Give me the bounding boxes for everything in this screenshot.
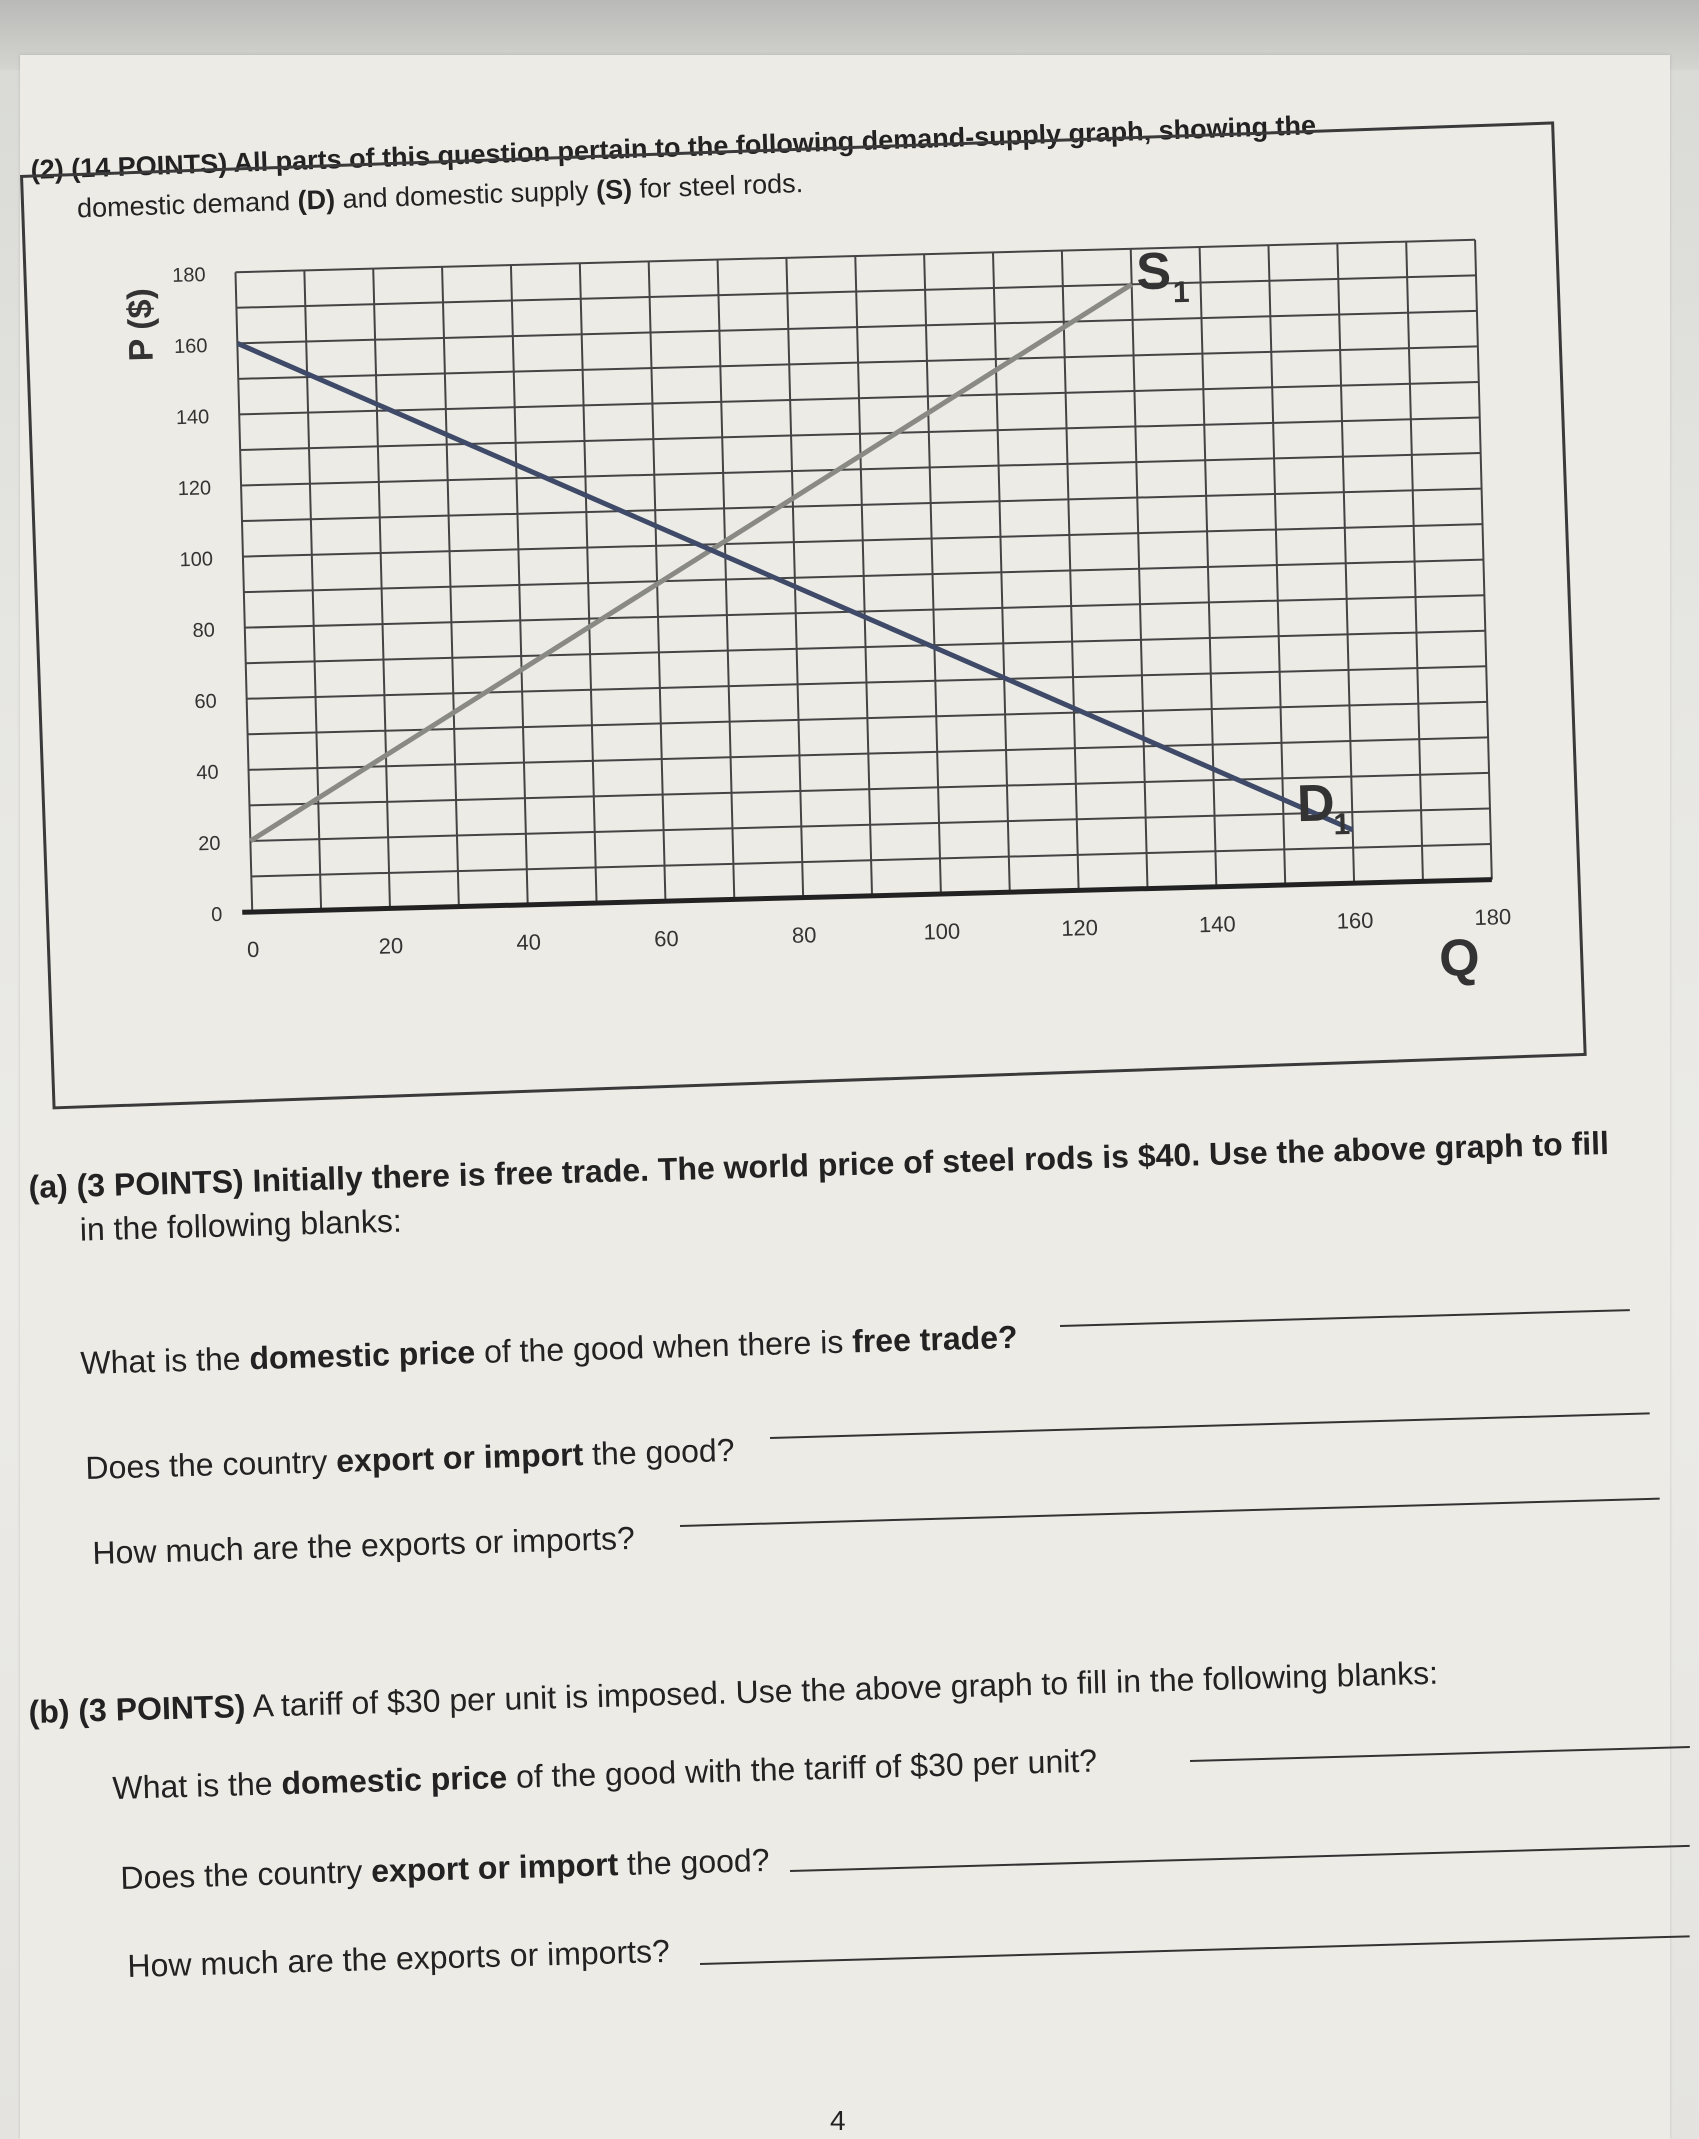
series-label-d: D [1296, 774, 1336, 834]
y-tick-label: 140 [175, 406, 210, 430]
part-a-text2: The world price of steel rods is $40. [657, 1136, 1201, 1188]
q-bold2: free trade? [851, 1318, 1018, 1360]
q-bold: export or import [370, 1846, 619, 1889]
chart-svg [120, 219, 1530, 1035]
part-a-label: (a) [28, 1167, 69, 1205]
question-points: (14 POINTS) [70, 148, 228, 184]
part-a-text3: Use the above graph to fill [1208, 1124, 1610, 1173]
q-text: Does the country [120, 1853, 363, 1896]
y-tick-label: 120 [177, 477, 212, 501]
part-b-label: (b) [28, 1692, 70, 1730]
q-bold: domestic price [280, 1758, 508, 1802]
x-tick-label: 100 [923, 918, 961, 945]
q-text-mid: of the good when there is [483, 1323, 844, 1370]
intro-d: (D) [297, 184, 336, 216]
y-tick-label: 20 [197, 832, 221, 856]
q-text-post: the good? [626, 1841, 770, 1882]
series-label-subscript: 1 [1172, 275, 1191, 310]
intro-text-suffix: for steel rods. [639, 168, 804, 204]
x-tick-label: 160 [1336, 907, 1374, 934]
part-b-points: (3 POINTS) [77, 1687, 246, 1729]
part-b-text1: A tariff of $30 per unit is imposed. [252, 1674, 728, 1724]
intro-text: domestic demand [76, 185, 291, 224]
x-tick-label: 180 [1474, 904, 1512, 931]
y-tick-label: 100 [179, 548, 214, 572]
q-text: Does the country [85, 1443, 328, 1486]
demand-supply-chart [120, 219, 1530, 1035]
x-tick-label: 120 [1060, 914, 1099, 941]
y-tick-label: 0 [210, 903, 223, 927]
intro-s: (S) [595, 174, 633, 206]
q-bold: domestic price [248, 1333, 476, 1377]
question-number: (2) [30, 153, 65, 185]
x-tick-label: 0 [246, 936, 260, 963]
y-axis-label: P ($) [120, 287, 161, 362]
part-b-text2: Use the above graph to fill in the following blanks: [735, 1654, 1439, 1711]
question-intro: All parts of this question pertain to the following demand-supply graph, showing the [233, 110, 1317, 178]
x-tick-label: 40 [516, 929, 542, 956]
part-a-question-3: How much are the exports or imports? [92, 1519, 636, 1571]
series-line-d [237, 314, 1352, 858]
x-tick-label: 60 [653, 925, 679, 952]
y-tick-label: 60 [194, 690, 218, 714]
x-tick-label: 140 [1198, 911, 1237, 938]
x-axis-line [242, 880, 1492, 913]
x-tick-label: 20 [378, 933, 404, 959]
series-label-s: S [1135, 242, 1172, 302]
intro-text-mid: and domestic supply [342, 175, 590, 215]
y-tick-label: 40 [196, 761, 219, 785]
part-a-line2: in the following blanks: [79, 1202, 403, 1248]
q-bold: export or import [335, 1436, 584, 1479]
series-label-subscript: 1 [1333, 807, 1351, 842]
q-text-post: the good? [591, 1431, 735, 1472]
part-a-text1: Initially there is [252, 1156, 486, 1199]
x-axis-label: Q [1438, 928, 1481, 988]
q-text: What is the [112, 1765, 274, 1806]
q-text: What is the [80, 1340, 242, 1381]
q-text-post: of the good with the tariff of $30 per unit? [515, 1742, 1098, 1795]
y-tick-label: 180 [171, 264, 206, 287]
part-a-bold1: free trade. [493, 1151, 650, 1192]
page-number: 4 [830, 2105, 846, 2136]
y-tick-label: 160 [173, 335, 208, 358]
x-tick-label: 80 [791, 922, 817, 948]
y-tick-label: 80 [192, 619, 216, 643]
part-b-question-3: How much are the exports or imports? [127, 1932, 671, 1984]
part-a-points: (3 POINTS) [76, 1162, 245, 1204]
